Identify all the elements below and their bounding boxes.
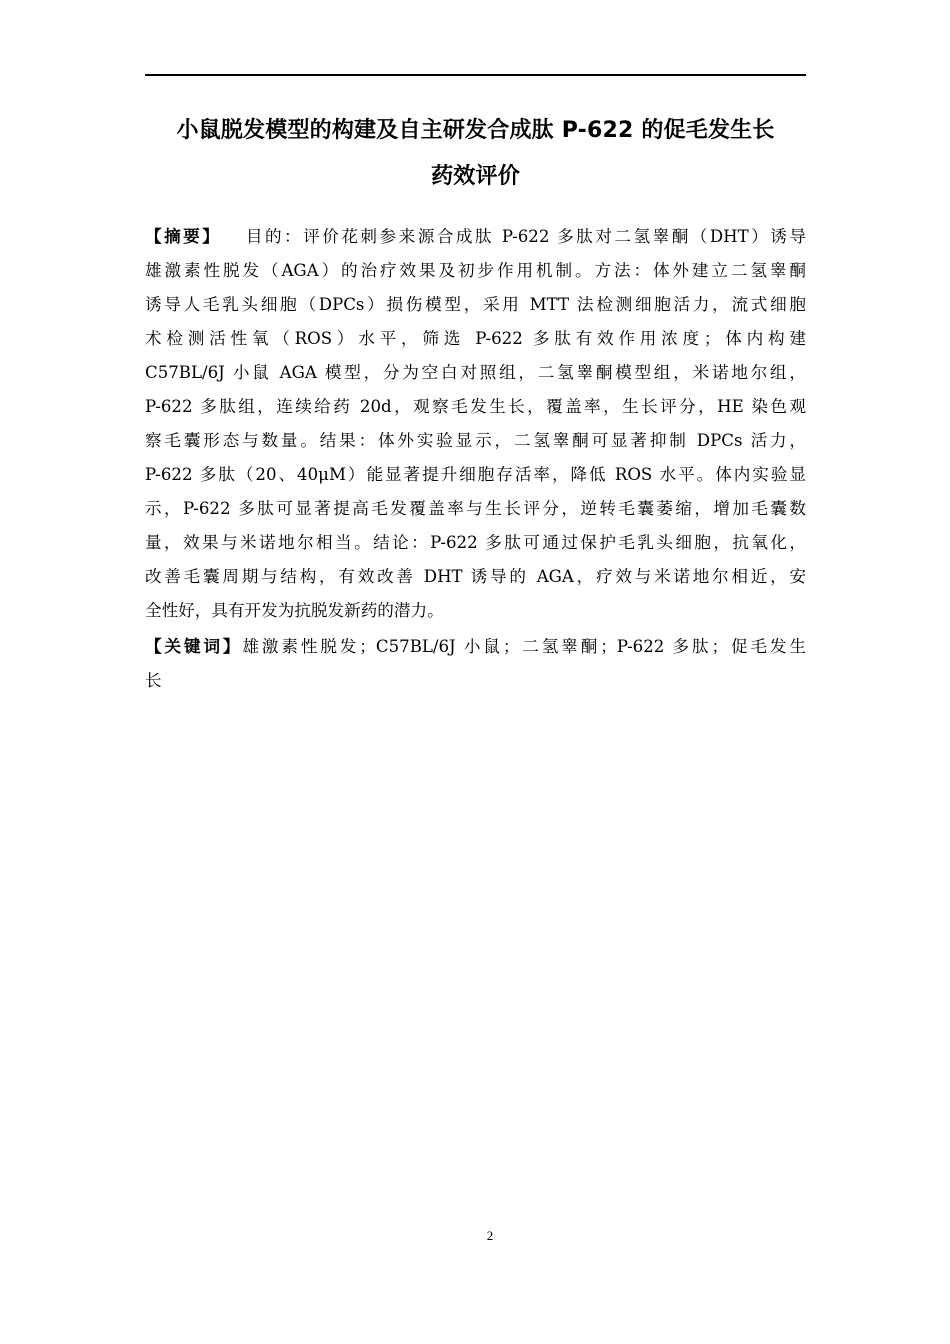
paper-title bbox=[145, 108, 806, 200]
abstract-line: 量，效果与米诺地尔相当。结论：P-622 多肽可通过保护毛乳头细胞，抗氧化， bbox=[145, 533, 806, 552]
keywords-label: 【关键词】 bbox=[145, 637, 243, 656]
keywords-text: 雄激素性脱发；C57BL/6J 小鼠；二氢睾酮；P-622 多肽；促毛发生 bbox=[242, 637, 806, 656]
abstract-text: 目的：评价花刺参来源合成肽 P-622 多肽对二氢睾酮（DHT）诱导 bbox=[243, 227, 806, 246]
title-line-1: 小鼠脱发模型的构建及自主研发合成肽 P-622 的促毛发生长 bbox=[176, 118, 775, 143]
keywords-section bbox=[145, 630, 806, 698]
abstract-line: 全性好，具有开发为抗脱发新药的潜力。 bbox=[145, 601, 444, 620]
abstract-line: 改善毛囊周期与结构，有效改善 DHT 诱导的 AGA，疗效与米诺地尔相近，安 bbox=[145, 567, 806, 586]
abstract-label: 【摘要】 bbox=[145, 227, 222, 246]
abstract-line: 术检测活性氧（ROS）水平，筛选 P-622 多肽有效作用浓度；体内构建 bbox=[145, 329, 806, 348]
abstract-line: P-622 多肽组，连续给药 20d，观察毛发生长，覆盖率，生长评分，HE 染色观 bbox=[145, 397, 806, 416]
keywords-line: 长 bbox=[145, 671, 162, 690]
keywords-line bbox=[145, 630, 806, 664]
abstract-line: 雄激素性脱发（AGA）的治疗效果及初步作用机制。方法：体外建立二氢睾酮 bbox=[145, 261, 806, 280]
abstract-line: P-622 多肽（20、40μM）能显著提升细胞存活率，降低 ROS 水平。体内实验显 bbox=[145, 465, 806, 484]
abstract-line: 示，P-622 多肽可显著提高毛发覆盖率与生长评分，逆转毛囊萎缩，增加毛囊数 bbox=[145, 499, 806, 518]
header-rule bbox=[145, 74, 806, 76]
title-line-2: 药效评价 bbox=[431, 164, 520, 189]
abstract-line: 诱导人毛乳头细胞（DPCs）损伤模型，采用 MTT 法检测细胞活力，流式细胞 bbox=[145, 295, 806, 314]
abstract-section bbox=[145, 220, 806, 628]
page-number: 2 bbox=[486, 1228, 494, 1243]
abstract-line: C57BL/6J 小鼠 AGA 模型，分为空白对照组，二氢睾酮模型组，米诺地尔组， bbox=[145, 363, 806, 382]
abstract-line bbox=[145, 220, 806, 254]
abstract-line: 察毛囊形态与数量。结果：体外实验显示，二氢睾酮可显著抑制 DPCs 活力， bbox=[145, 431, 806, 450]
